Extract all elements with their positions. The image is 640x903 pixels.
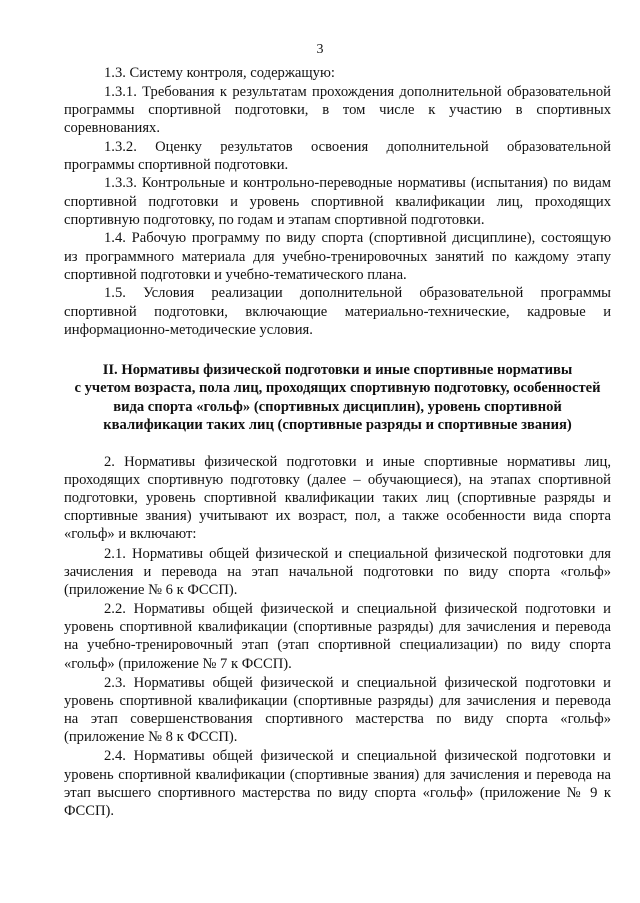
paragraph-1-3-3: 1.3.3. Контрольные и контрольно-переводные нормативы (испытания) по видам спортивной подготовки и уровень спортивной квалификации лиц, проходящих спортивную подготовку, по годам и этапам спортивной подготовки.	[64, 175, 611, 228]
paragraph-2-4: 2.4. Нормативы общей физической и специальной физической подготовки и уровень спортивной квалификации (спортивные звания) для зачисления и перевода на этап высшего спортивного мастерства по виду спорта «гольф» (приложение № 9 к ФССП).	[64, 748, 611, 820]
section-1-list	[64, 64, 611, 339]
page-number: 3	[316, 42, 324, 57]
heading-line: с учетом возраста, пола лиц, проходящих спортивную подготовку, особенностей	[74, 380, 601, 397]
heading-line: квалификации таких лиц (спортивные разряды и спортивные звания)	[103, 417, 572, 434]
paragraph-2-1: 2.1. Нормативы общей физической и специальной физической подготовки для зачисления и перевода на этап начальной подготовки по виду спорта «гольф» (приложение № 6 к ФССП).	[64, 545, 611, 598]
paragraph-2-2: 2.2. Нормативы общей физической и специальной физической подготовки и уровень спортивной квалификации (спортивные разряды) для зачисления и перевода на учебно-тренировочный этап (этап спортивной специализации) по виду спорта «гольф» (приложение № 7 к ФССП).	[64, 601, 611, 672]
heading-line: вида спорта «гольф» (спортивных дисциплин), уровень спортивной	[113, 398, 562, 415]
document-body	[64, 64, 611, 820]
paragraph-2-3: 2.3. Нормативы общей физической и специальной физической подготовки и уровень спортивной квалификации (спортивные разряды) для зачисления и перевода на этап совершенствования спортивного мастерства по виду спорта «гольф» (приложение № 8 к ФССП).	[64, 674, 611, 746]
section-2-heading	[64, 361, 611, 435]
heading-line: II. Нормативы физической подготовки и иные спортивные нормативы	[102, 362, 573, 378]
paragraph-1-3-2: 1.3.2. Оценку результатов освоения дополнительной образовательной программы спортивной подготовки.	[64, 138, 611, 173]
paragraph-1-3-1: 1.3.1. Требования к результатам прохождения дополнительной образовательной программы спортивной подготовки, в том числе к участию в спортивных соревнованиях.	[64, 83, 611, 136]
section-2-list	[64, 453, 611, 821]
paragraph-2: 2. Нормативы физической подготовки и иные спортивные нормативы лиц, проходящих спортивную подготовку (далее – обучающиеся), на этапах спортивной подготовки, уровень спортивной квалификации таких лиц (спортивные разряды и спортивные звания) учитывают их возраст, пол, а также особенности вида спорта «гольф» и включают:	[64, 453, 611, 543]
paragraph-1-4: 1.4. Рабочую программу по виду спорта (спортивной дисциплине), состоящую из программного материала для учебно-тренировочных занятий по каждому этапу спортивной подготовки и учебно-тематического плана.	[64, 230, 611, 283]
paragraph-1-5: 1.5. Условия реализации дополнительной образовательной программы спортивной подготовки, включающие материально-технические, кадровые и информационно-методические условия.	[64, 285, 611, 338]
paragraph-1-3: 1.3. Систему контроля, содержащую:	[104, 65, 335, 81]
